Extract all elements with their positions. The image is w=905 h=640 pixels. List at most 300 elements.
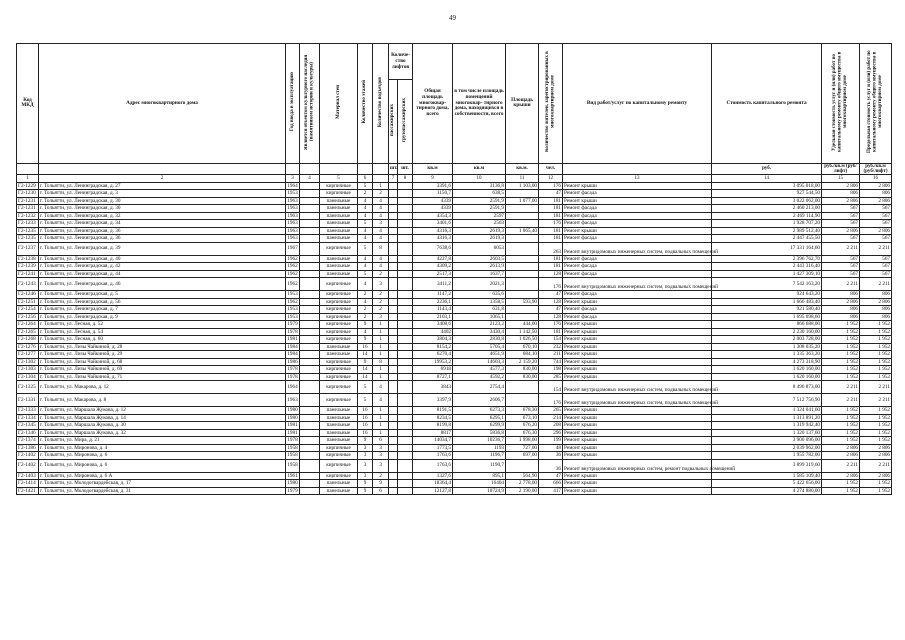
cell-floors: 16: [358, 407, 373, 415]
table-row: [17, 306, 892, 314]
cell-area-total: 8817: [413, 429, 453, 437]
cell-area-owned: 1190,7: [453, 459, 506, 472]
cell-wall: панельные: [320, 235, 358, 243]
cell-lifts: [398, 313, 413, 321]
table-row: [17, 429, 892, 437]
cell-entrances: 1: [373, 366, 389, 374]
cell-area-owned: 4592,2: [453, 373, 506, 381]
cell-max-cost: 567: [860, 220, 892, 228]
cell-heritage: [300, 472, 320, 480]
cell-specific-cost: 567: [822, 220, 860, 228]
cell-code: Г2-1334: [17, 414, 39, 422]
unit-cell: шт.: [389, 163, 398, 174]
col-num: 9: [413, 174, 453, 182]
cell-work: Ремонт фасада: [563, 306, 712, 314]
cell-max-cost: 2 806: [860, 444, 892, 452]
unit-cell: шт.: [398, 163, 413, 174]
cell-floors: 4: [358, 212, 373, 220]
cell-wall: панельные: [320, 197, 358, 205]
column-numbers-row: [17, 174, 892, 182]
cell-lifts: [398, 336, 413, 344]
cell-lifts: [398, 291, 413, 299]
cell-lifts: [398, 407, 413, 415]
cell-entrances: 8: [373, 358, 389, 366]
cell-floors: 4: [358, 235, 373, 243]
cell-heritage: [300, 328, 320, 336]
cell-year: 1984: [287, 343, 298, 350]
cell-heritage: [300, 452, 320, 460]
cell-wall: кирпичные: [320, 291, 358, 299]
cell-wall: кирпичные: [320, 306, 358, 314]
header-specific-cost: Удельная стоимость услуг и (или) работ по капитальному ремонту общего имущества в многоквартирном доме: [822, 44, 860, 164]
header-code: Код МКД: [17, 44, 39, 164]
cell-floors: 4: [358, 197, 373, 205]
cell-year: 1979: [287, 487, 298, 494]
col-num: 13: [563, 174, 712, 182]
cell-entrances: 1: [373, 373, 389, 381]
cell-residents: 47: [539, 291, 563, 299]
cell-heritage: [300, 358, 320, 366]
cell-address: г. Тольятти, ул. Ленинградская, д. 3: [39, 190, 286, 198]
cell-code: Г2-1374: [17, 437, 39, 445]
cell-address: г. Тольятти, ул. Миронова, д. 6: [39, 452, 286, 460]
cell-work: Ремонт крыши: [563, 422, 712, 430]
cell-residents: 211: [539, 351, 563, 359]
cell-heritage: [300, 197, 320, 205]
cell-residents: 181: [539, 263, 563, 271]
cell-max-cost: 1 952: [860, 321, 892, 329]
cell-year: 1978: [287, 328, 298, 335]
cell-residents: 285: [539, 373, 563, 381]
cell-spacer: [389, 487, 398, 495]
cell-floors: 14: [358, 366, 373, 374]
cell-lifts: [398, 255, 413, 263]
cell-wall: панельные: [320, 422, 358, 430]
table-row: [17, 328, 892, 336]
cell-cost: 924 643,20: [712, 291, 822, 299]
cell-residents: 181: [539, 235, 563, 243]
cell-floors: 4: [358, 255, 373, 263]
cell-residents: 181: [539, 255, 563, 263]
table-row: [17, 190, 892, 198]
cell-residents: 181: [539, 197, 563, 205]
cell-lifts: [398, 182, 413, 190]
cell-heritage: [300, 444, 320, 452]
col-num: 7: [389, 174, 398, 182]
cell-heritage: [300, 270, 320, 278]
cell-area-owned: 6273,3: [453, 407, 506, 415]
cell-lifts: [398, 414, 413, 422]
cell-spacer: [389, 366, 398, 374]
cell-roof: 727,00: [506, 444, 539, 452]
cell-address: г. Тольятти, ул. Ленинградская, д. 39: [39, 242, 286, 255]
cell-lifts: [398, 205, 413, 213]
cell-roof: [506, 278, 539, 291]
cell-code: Г2-1277: [17, 351, 39, 359]
cell-area-total: 4309,2: [413, 263, 453, 271]
cell-roof: 1 998,00: [506, 437, 539, 445]
cell-year: 1963: [287, 205, 298, 212]
cell-cost: 7 542 163,20: [712, 278, 822, 291]
cell-spacer: [389, 437, 398, 445]
cell-area-owned: 2597: [453, 212, 506, 220]
cell-work: Ремонт внутридомовых инженерных систем, подвальных помещений: [563, 381, 712, 394]
cell-area-total: 4316,3: [413, 235, 453, 243]
header-area-owned: в том числе площадь помещений многоквар- тирного дома, находящихся в собственности, всего: [453, 44, 506, 164]
cell-address: г. Тольятти, ул. Ленинградская, д. 27: [39, 182, 286, 190]
cell-area-total: 1143,4: [413, 306, 453, 314]
cell-entrances: 3: [373, 278, 389, 291]
cell-heritage: [300, 480, 320, 488]
cell-work: Ремонт крыши: [563, 182, 712, 190]
cell-entrances: 2: [373, 190, 389, 198]
cell-specific-cost: 2 806: [822, 197, 860, 205]
cell-specific-cost: 567: [822, 212, 860, 220]
cell-area-owned: 2619,3: [453, 235, 506, 243]
cell-address: г. Тольятти, ул. Лизы Чайкиной, д. 68: [39, 358, 286, 366]
cell-floors: 5: [358, 381, 373, 394]
col-num: 16: [860, 174, 892, 182]
cell-area-total: 3408,6: [413, 321, 453, 329]
cell-floors: 9: [358, 336, 373, 344]
cell-spacer: [389, 343, 398, 351]
cell-roof: [506, 381, 539, 394]
cell-spacer: [389, 182, 398, 190]
cell-area-total: 14034,7: [413, 437, 453, 445]
cell-area-total: 3397,9: [413, 394, 453, 407]
cell-address: г. Тольятти, ул. Молодогвардейская, д. 17: [39, 480, 286, 488]
cell-heritage: [300, 422, 320, 430]
cell-work: Ремонт фасада: [563, 313, 712, 321]
cell-specific-cost: 567: [822, 255, 860, 263]
cell-residents: 47: [539, 190, 563, 198]
cell-spacer: [389, 429, 398, 437]
cell-spacer: [389, 480, 398, 488]
cell-address: г. Тольятти, ул. Ленинградская, д. 40: [39, 255, 286, 263]
cell-residents: 181: [539, 212, 563, 220]
cell-spacer: [389, 414, 398, 422]
cell-specific-cost: 1 952: [822, 407, 860, 415]
cell-lifts: [398, 306, 413, 314]
cell-wall: панельные: [320, 205, 358, 213]
cell-year: 1964: [286, 381, 300, 394]
cell-roof: [506, 291, 539, 299]
cell-cost: 2 443 316,40: [712, 263, 822, 271]
cell-residents: 154: [539, 381, 563, 394]
cell-year: 1980: [287, 480, 298, 487]
cell-cost: 1 308 035,20: [712, 343, 822, 351]
col-num: 5: [320, 174, 358, 182]
cell-specific-cost: 2 211: [822, 242, 860, 255]
header-area-total: Общая площадь многоквар- тирного дома, всего: [413, 44, 453, 164]
cell-area-owned: 1193: [453, 444, 506, 452]
cell-work: Ремонт фасада: [563, 235, 712, 243]
cell-cost: 1 620 160,00: [712, 366, 822, 374]
cell-area-owned: 638,5: [453, 190, 506, 198]
cell-code: Г2-1325: [17, 381, 39, 394]
cell-area-owned: 631,8: [453, 306, 506, 314]
cell-lifts: [398, 444, 413, 452]
cell-cost: 3 900 096,00: [712, 437, 822, 445]
cell-specific-cost: 2 806: [822, 444, 860, 452]
cell-year: 1978: [287, 437, 298, 444]
cell-roof: 564,90: [506, 472, 539, 480]
table-row: [17, 255, 892, 263]
cell-code: Г2-1243: [17, 278, 39, 291]
cell-area-owned: 5705,4: [453, 343, 506, 351]
cell-roof: [506, 313, 539, 321]
cell-area-owned: 6053: [453, 242, 506, 255]
cell-max-cost: 2 211: [860, 381, 892, 394]
cell-area-total: 4316,3: [413, 227, 453, 235]
cell-lifts: [398, 227, 413, 235]
cell-work: Ремонт крыши: [563, 321, 712, 329]
cell-max-cost: 567: [860, 212, 892, 220]
header-year: Год ввода в эксплуатацию: [286, 44, 300, 164]
cell-wall: кирпичные: [320, 298, 358, 306]
table-row: [17, 452, 892, 460]
cell-heritage: [300, 313, 320, 321]
cell-heritage: [300, 414, 320, 422]
cell-year: 1953: [287, 190, 298, 197]
table-row: [17, 444, 892, 452]
cell-lifts: [398, 197, 413, 205]
cell-entrances: 3: [373, 459, 389, 472]
cell-work: Ремонт крыши: [563, 429, 712, 437]
cell-year: 1962: [287, 270, 298, 277]
table-row: [17, 205, 892, 213]
col-num: 1: [17, 174, 39, 182]
col-num: 12: [539, 174, 563, 182]
cell-cost: 1 335 363,20: [712, 351, 822, 359]
cell-year: 1963: [287, 220, 298, 227]
cell-max-cost: 2 211: [860, 459, 892, 472]
cell-max-cost: 806: [860, 306, 892, 314]
cell-residents: 47: [539, 472, 563, 480]
cell-work: Ремонт крыши: [563, 227, 712, 235]
cell-residents: 36: [539, 459, 563, 472]
cell-code: Г2-1402: [17, 459, 39, 472]
cell-entrances: 8: [373, 242, 389, 255]
cell-wall: панельные: [320, 255, 358, 263]
cell-spacer: [389, 306, 398, 314]
cell-specific-cost: 1 952: [822, 336, 860, 344]
cell-roof: 670,10: [506, 343, 539, 351]
cell-work: Ремонт фасада: [563, 270, 712, 278]
cell-residents: 208: [539, 422, 563, 430]
cell-address: г. Тольятти, ул. Маршала Жукова, д. 30: [39, 422, 286, 430]
cell-code: Г2-1302: [17, 358, 39, 366]
cell-floors: 4: [358, 205, 373, 213]
cell-wall: панельные: [320, 270, 358, 278]
cell-address: г. Тольятти, ул. Ленинградская, д. 7: [39, 306, 286, 314]
cell-residents: 154: [539, 336, 563, 344]
cell-work: Ремонт крыши: [563, 407, 712, 415]
cell-specific-cost: 567: [822, 205, 860, 213]
cell-max-cost: 1 952: [860, 343, 892, 351]
cell-wall: кирпичные: [320, 358, 358, 366]
cell-entrances: 1: [373, 407, 389, 415]
header-work-type: Вид работ/услуг по капитальному ремонту: [563, 44, 712, 164]
header-lifts-passenger: пассажирских: [389, 80, 398, 164]
cell-roof: [506, 190, 539, 198]
cell-cost: 4 273 318,90: [712, 358, 822, 366]
table-row: [17, 321, 892, 329]
cell-address: г. Тольятти, ул. Лесная, д. 60: [39, 336, 286, 344]
cell-entrances: 4: [373, 212, 389, 220]
cell-max-cost: 1 952: [860, 358, 892, 366]
cell-address: г. Тольятти, ул. Ленинградская, д. 36: [39, 235, 286, 243]
cell-work: Ремонт фасада: [563, 212, 712, 220]
cell-spacer: [389, 313, 398, 321]
cell-wall: кирпичные: [320, 182, 358, 190]
cell-max-cost: 1 952: [860, 414, 892, 422]
cell-year: 1986: [287, 358, 298, 365]
cell-specific-cost: 1 952: [822, 321, 860, 329]
cell-cost: 1 666 483,40: [712, 298, 822, 306]
cell-max-cost: 2 806: [860, 182, 892, 190]
cell-spacer: [389, 336, 398, 344]
cell-entrances: 4: [373, 235, 389, 243]
cell-roof: 684,10: [506, 351, 539, 359]
cell-spacer: [389, 197, 398, 205]
cell-address: г. Тольятти, ул. Ленинградская, д. 30: [39, 197, 286, 205]
cell-residents: 214: [539, 414, 563, 422]
cell-year: 1967: [286, 242, 300, 255]
cell-cost: 2 447 455,50: [712, 235, 822, 243]
cell-code: Г2-1254: [17, 306, 39, 314]
cell-lifts: [398, 429, 413, 437]
cell-wall: панельные: [320, 429, 358, 437]
col-num: 2: [39, 174, 286, 182]
table-row: [17, 263, 892, 271]
cell-floors: 5: [358, 182, 373, 190]
cell-area-total: 7638,6: [413, 242, 453, 255]
cell-entrances: 1: [373, 422, 389, 430]
table-row: [17, 358, 892, 366]
cell-cost: 1 585 109,40: [712, 472, 822, 480]
cell-work: Ремонт крыши: [563, 373, 712, 381]
cell-entrances: 2: [373, 270, 389, 278]
cell-residents: 263: [539, 242, 563, 255]
cell-area-total: 8154,2: [413, 343, 453, 351]
cell-address: г. Тольятти, ул. Ленинградская, д. 30: [39, 205, 286, 213]
cell-floors: 14: [358, 373, 373, 381]
cell-max-cost: 2 806: [860, 452, 892, 460]
cell-spacer: [389, 255, 398, 263]
cell-address: г. Тольятти, ул. Ленинградская, д. 5: [39, 291, 286, 299]
cell-area-total: 3401,6: [413, 220, 453, 228]
cell-specific-cost: 806: [822, 291, 860, 299]
unit-cell: кв.м: [453, 163, 506, 174]
cell-spacer: [389, 291, 398, 299]
cell-max-cost: 2 211: [860, 278, 892, 291]
cell-address: г. Тольятти, ул. Макарова, д. 12: [39, 381, 286, 394]
table-row: [17, 278, 892, 291]
cell-year: 1980: [287, 407, 298, 414]
cell-address: г. Тольятти, ул. Мира, д. 21: [39, 437, 286, 445]
cell-wall: панельные: [320, 437, 358, 445]
cell-address: г. Тольятти, ул. Ленинградская, д. 46: [39, 278, 286, 291]
cell-wall: панельные: [320, 227, 358, 235]
cell-wall: кирпичные: [320, 444, 358, 452]
cell-work: Ремонт крыши: [563, 197, 712, 205]
cell-heritage: [300, 220, 320, 228]
table-row: [17, 459, 892, 472]
cell-roof: 830,00: [506, 373, 539, 381]
cell-max-cost: 1 952: [860, 328, 892, 336]
cell-area-owned: 3430,4: [453, 328, 506, 336]
cell-year: 1961: [287, 472, 298, 479]
cell-specific-cost: 2 211: [822, 381, 860, 394]
cell-max-cost: 567: [860, 263, 892, 271]
unit-cell: кв.м.: [506, 163, 539, 174]
cell-area-owned: 2754,4: [453, 381, 506, 394]
cell-spacer: [389, 235, 398, 243]
cell-code: Г2-1235: [17, 227, 39, 235]
cell-heritage: [300, 235, 320, 243]
table-row: [17, 298, 892, 306]
cell-wall: панельные: [320, 351, 358, 359]
cell-year: 1978: [287, 373, 298, 380]
cell-year: 1962: [286, 278, 300, 291]
cell-cost: 1 427 309,10: [712, 270, 822, 278]
cell-specific-cost: 806: [822, 306, 860, 314]
cell-specific-cost: 2 806: [822, 298, 860, 306]
cell-work: Ремонт крыши: [563, 452, 712, 460]
cell-cost: 8 496 873,00: [712, 381, 822, 394]
cell-max-cost: 1 952: [860, 437, 892, 445]
cell-lifts: [398, 373, 413, 381]
cell-floors: 2: [358, 190, 373, 198]
cell-code: Г2-1232: [17, 212, 39, 220]
cell-entrances: 2: [373, 472, 389, 480]
cell-cost: 3 899 319,60: [712, 459, 822, 472]
cell-cost: 921 580,40: [712, 306, 822, 314]
cell-heritage: [300, 407, 320, 415]
cell-area-total: 18364,4: [413, 480, 453, 488]
cell-year: 1953: [287, 291, 298, 298]
cell-wall: кирпичные: [320, 242, 358, 255]
cell-wall: панельные: [320, 220, 358, 228]
cell-entrances: 4: [373, 255, 389, 263]
cell-area-total: 12127,8: [413, 487, 453, 495]
cell-lifts: [398, 459, 413, 472]
cell-wall: панельные: [320, 343, 358, 351]
cell-floors: 4: [358, 263, 373, 271]
cell-work: Ремонт крыши: [563, 298, 712, 306]
cell-wall: панельные: [320, 212, 358, 220]
cell-heritage: [300, 366, 320, 374]
cell-roof: [506, 212, 539, 220]
table-row: [17, 242, 892, 255]
cell-specific-cost: 2 806: [822, 472, 860, 480]
cell-area-owned: 2123,2: [453, 321, 506, 329]
cell-max-cost: 2 211: [860, 242, 892, 255]
cell-year: 1963: [287, 197, 298, 204]
cell-residents: 128: [539, 298, 563, 306]
cell-floors: 2: [358, 313, 373, 321]
cell-entrances: 4: [373, 197, 389, 205]
cell-work: Ремонт крыши: [563, 414, 712, 422]
cell-work: Ремонт крыши: [563, 444, 712, 452]
cell-max-cost: 567: [860, 270, 892, 278]
header-address: Адрес многоквартирного дома: [39, 44, 286, 164]
cell-year: 1958: [286, 459, 300, 472]
cell-area-owned: 6299,9: [453, 422, 506, 430]
cell-spacer: [389, 422, 398, 430]
cell-address: г. Тольятти, ул. Ленинградская, д. 42: [39, 263, 286, 271]
